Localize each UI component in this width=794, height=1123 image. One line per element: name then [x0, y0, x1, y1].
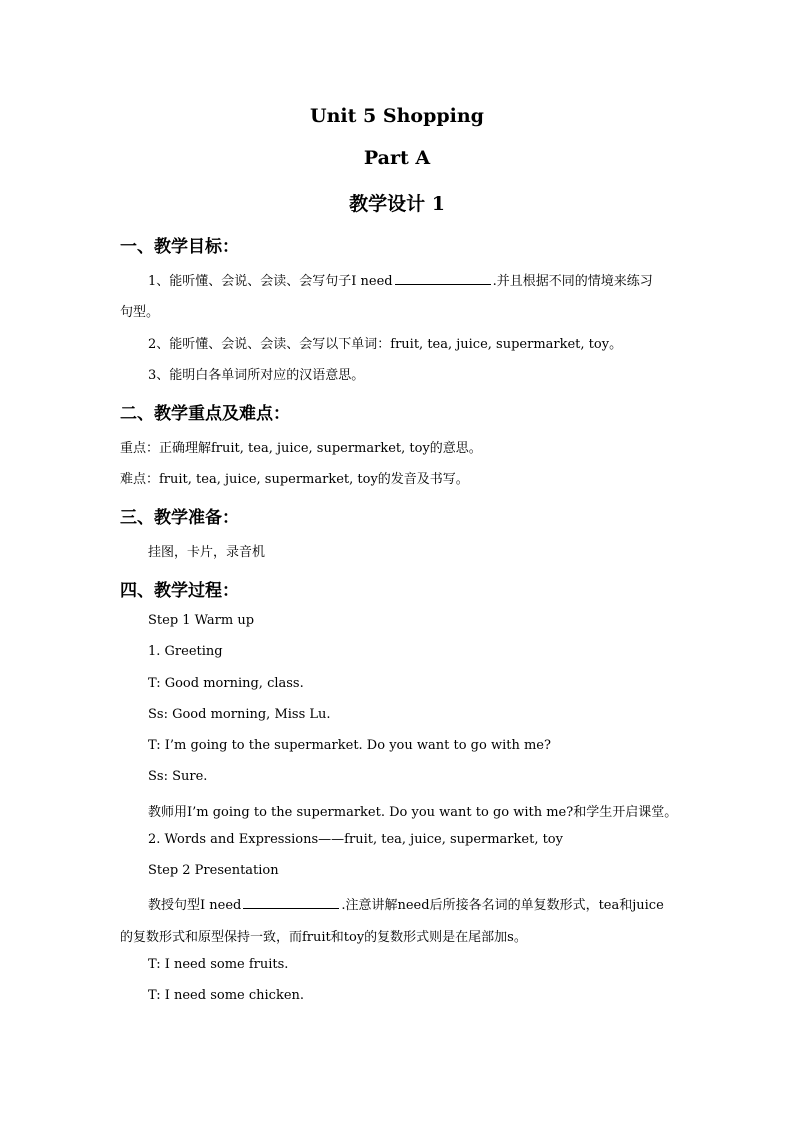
objective-2: 2、能听懂、会说、会读、会写以下单词：fruit, tea, juice, supermarket, toy。: [148, 337, 623, 352]
part-title: Part A: [363, 147, 431, 169]
objective-1-text-b: .并且根据不同的情境来练习: [492, 274, 653, 289]
dialogue-line: T: I need some chicken.: [148, 988, 305, 1003]
objective-1-text-a: 1、能听懂、会说、会读、会写句子I need: [148, 274, 393, 289]
teach-text-b: .注意讲解need后所接各名词的单复数形式，tea和juice: [341, 898, 664, 913]
objectives-heading: 一、教学目标：: [120, 237, 239, 257]
words-expressions: 2. Words and Expressions——fruit, tea, juice, supermarket, toy: [148, 832, 563, 847]
dialogue-line: T: I need some fruits.: [148, 957, 289, 972]
unit-title: Unit 5 Shopping: [310, 105, 484, 127]
key-points-heading: 二、教学重点及难点：: [120, 404, 290, 424]
design-title: 教学设计 1: [349, 193, 445, 215]
dialogue-line: T: Good morning, class.: [148, 676, 304, 691]
fill-blank: [243, 896, 339, 909]
dialogue-line: T: I’m going to the supermarket. Do you want to go with me?: [148, 738, 551, 753]
objective-1: [148, 270, 653, 289]
fill-blank: [395, 272, 491, 285]
greeting: 1. Greeting: [148, 644, 223, 659]
step-2: Step 2 Presentation: [148, 863, 279, 878]
preparation-items: 挂图，卡片，录音机: [148, 545, 266, 560]
dialogue-line: Ss: Good morning, Miss Lu.: [148, 707, 331, 722]
teacher-note: 教师用I’m going to the supermarket. Do you want to go with me?和学生开启课堂。: [148, 805, 678, 820]
objective-1-continuation: 句型。: [120, 305, 160, 320]
process-heading: 四、教学过程：: [120, 581, 239, 601]
dialogue-line: Ss: Sure.: [148, 769, 208, 784]
teach-sentence: [148, 894, 664, 913]
step-1: Step 1 Warm up: [148, 613, 255, 628]
teach-text-a: 教授句型I need: [148, 898, 242, 913]
preparation-heading: 三、教学准备：: [120, 508, 239, 528]
objective-3: 3、能明白各单词所对应的汉语意思。: [148, 368, 365, 383]
focus-point: 重点：正确理解fruit, tea, juice, supermarket, toy的意思。: [120, 441, 482, 456]
teach-continuation: 的复数形式和原型保持一致，而fruit和toy的复数形式则是在尾部加s。: [120, 930, 527, 945]
difficulty-point: 难点：fruit, tea, juice, supermarket, toy的发音及书写。: [120, 472, 469, 487]
